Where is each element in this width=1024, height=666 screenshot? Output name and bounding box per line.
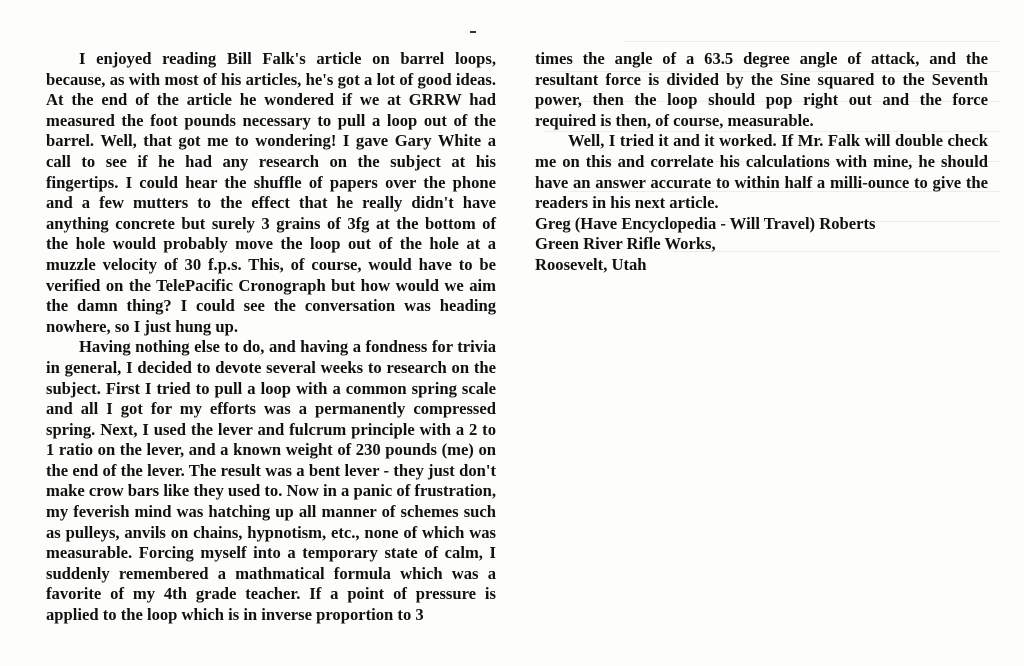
signature-block: [535, 214, 988, 276]
right-paragraph-1: times the angle of a 63.5 degree angle of attack, and the resultant force is divided by the Sine squared to the Seventh power, then the loop should pop right out and the force required is then, of course, measurable.: [535, 49, 988, 130]
left-column: [46, 49, 496, 626]
signature-name: Greg (Have Encyclopedia - Will Travel) Roberts: [535, 213, 876, 233]
signature-company: Green River Rifle Works,: [535, 234, 716, 254]
left-paragraph-2: Having nothing else to do, and having a fondness for trivia in general, I decided to devote several weeks to research on the subject. First I tried to pull a loop with a common spring scale and all I got for my efforts was a permanently compressed spring. Next, I used the lever and fulcrum principle with a 2 to 1 ratio on the lever, and a known weight of 230 pounds (me) on the end of the lever. The result was a bent lever - they just don't make crow bars like they used to. Now in a panic of frustration, my feverish mind was hatching up all manner of schemes such as pulleys, anvils on chains, hypnotism, etc., none of which was measurable. Forcing myself into a temporary state of calm, I suddenly remembered a mathmatical formula which was a favorite of my 4th grade teacher. If a point of pressure is applied to the loop which is in inverse proportion to 3: [46, 337, 496, 625]
print-mark: [470, 31, 476, 33]
right-paragraph-2: Well, I tried it and it worked. If Mr. Falk will double check me on this and correlate his calculations with mine, he should have an answer accurate to within half a milli-ounce to give the readers in his next article.: [535, 131, 988, 213]
signature-location: Roosevelt, Utah: [535, 254, 647, 274]
left-paragraph-1: I enjoyed reading Bill Falk's article on barrel loops, because, as with most of his articles, he's got a lot of good ideas. At the end of the article he wondered if we at GRRW had measured the foot pounds necessary to pull a loop out of the barrel. Well, that got me to wondering! I gave Gary White a call to see if he had any research on the subject at his fingertips. I could hear the shuffle of papers over the phone and a few mutters to the effect that he really didn't have anything concrete but surely 3 grains of 3fg at the bottom of the hole would probably move the loop out of the hole at a muzzle velocity of 30 f.p.s. This, of course, would have to be verified on the TelePacific Cronograph but how would we aim the damn thing? I could see the conversation was heading nowhere, so I just hung up.: [46, 49, 496, 336]
right-column: [535, 49, 988, 276]
